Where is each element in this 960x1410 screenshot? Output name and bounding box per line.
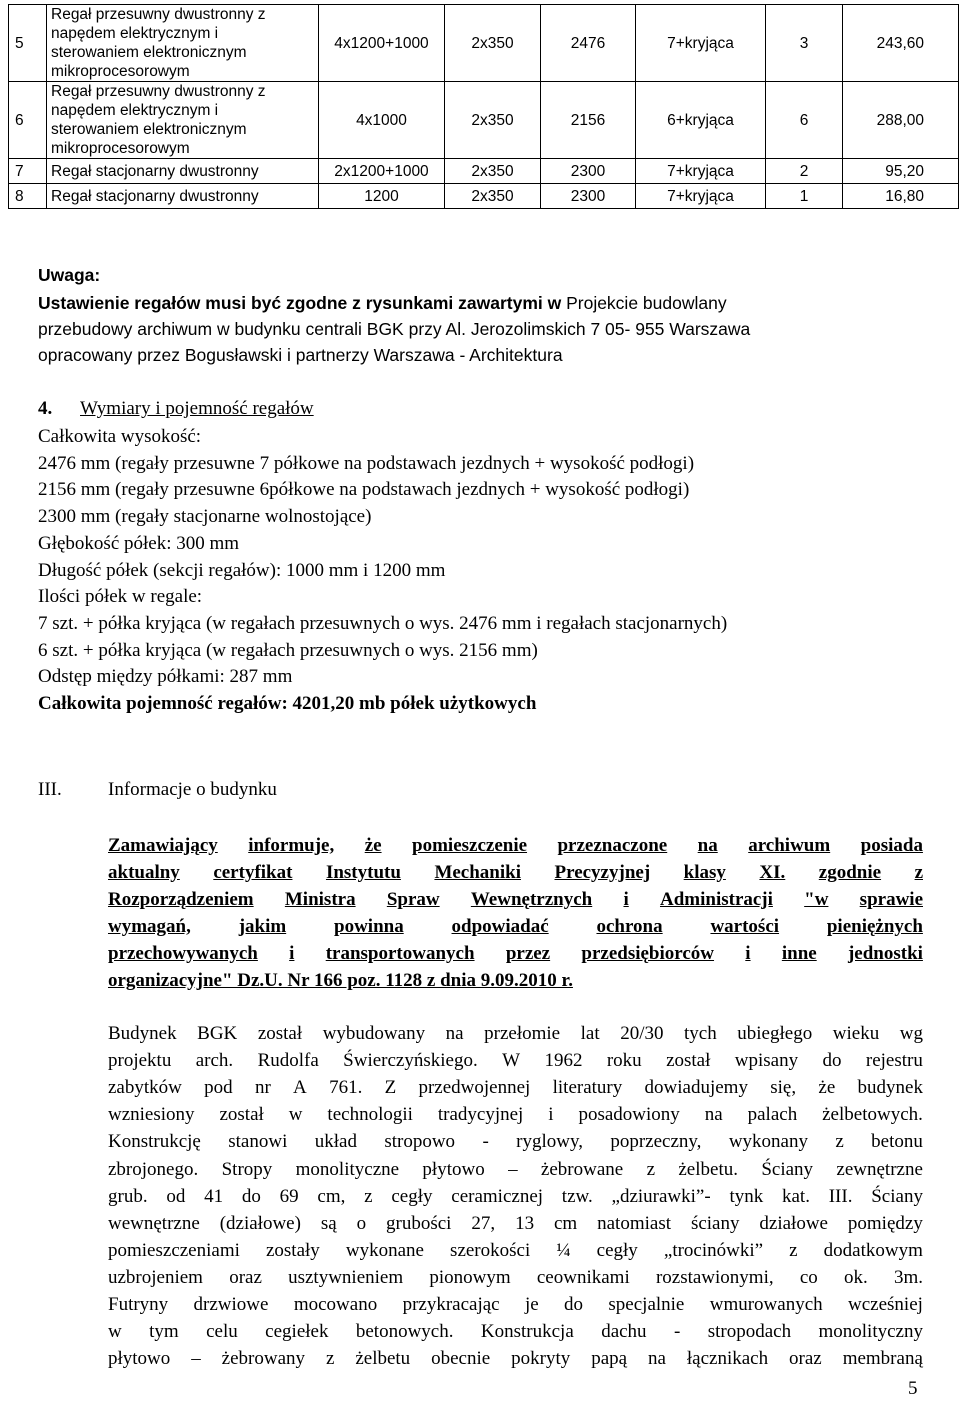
rack-name	[47, 184, 319, 209]
table-row	[9, 184, 959, 209]
section-4-title: Wymiary i pojemność regałów	[80, 398, 314, 419]
building-line	[108, 1047, 923, 1074]
note-line-3: opracowany przez Bogusławski i partnerzy Warszawa - Architektura	[38, 345, 563, 365]
spec-line: 2300 mm (regały stacjonarne wolnostojące)	[38, 506, 372, 528]
total-capacity: Całkowita pojemność regałów: 4201,20 mb półek użytkowych	[38, 693, 537, 714]
spec-line: 2476 mm (regały przesuwne 7 półkowe na podstawach jezdnych + wysokość podłogi)	[38, 452, 695, 474]
spec-line: 7 szt. + półka kryjąca (w regałach przesuwnych o wys. 2476 mm i regałach stacjonarnych)	[38, 612, 728, 634]
rack-dimensions: 4x1000	[319, 82, 445, 159]
note-line-2: przebudowy archiwum w budynku centrali BGK przy Al. Jerozolimskich 7 05- 955 Warszawa	[38, 319, 751, 339]
rack-name-line: sterowaniem elektronicznym	[51, 44, 247, 61]
rack-total: 243,60	[843, 5, 959, 82]
rack-shelves: 7+kryjąca	[636, 184, 766, 209]
rack-depth: 2x350	[445, 82, 541, 159]
rack-depth: 2x350	[445, 5, 541, 82]
notice-line	[108, 940, 923, 967]
rack-name-line: Regał stacjonarny dwustronny	[51, 162, 259, 180]
spec-line: 6 szt. + półka kryjąca (w regałach przesuwnych o wys. 2156 mm)	[38, 639, 538, 661]
building-line	[108, 1074, 923, 1101]
building-line	[108, 1210, 923, 1237]
rack-shelves: 7+kryjąca	[636, 5, 766, 82]
rack-name-line: Regał przesuwny dwustronny z	[51, 6, 266, 23]
building-line-text: grub. od 41 do 69 cm, z cegły ceramicznej tzw. „dziurawki”- tynk kat. III. Ściany	[108, 1185, 923, 1207]
spec-line: Głębokość półek: 300 mm	[38, 532, 240, 554]
notice-line-text: aktualny certyfikat Instytutu Mechaniki Precyzyjnej klasy XI. zgodnie z	[108, 862, 923, 883]
building-line-text: Futryny drzwiowe mocowano przykracając je do specjalnie wmurowanych wcześniej	[108, 1294, 923, 1315]
notice-line-text: przechowywanych i transportowanych przez przedsiębiorców i inne jednostki	[108, 943, 923, 964]
rack-quantity: 2	[766, 159, 843, 184]
rack-name	[47, 82, 319, 159]
note-heading: Uwaga:	[38, 265, 101, 285]
building-line-text: wewnętrzne (działowe) są o grubości 27, 13 cm natomiast ściany działowe pomiędzy	[108, 1212, 923, 1234]
rack-total: 288,00	[843, 82, 959, 159]
building-line-text: pomieszczeniami zostały wykonane szerokości ¼ cegły „trocinówki” z dodatkowym	[108, 1239, 923, 1261]
rack-height: 2156	[541, 82, 636, 159]
building-line-text: zabytków pod nr A 761. Z przedwojennej literatury dowiadujemy się, że budynek	[108, 1077, 923, 1099]
row-number: 7	[9, 159, 47, 184]
building-line	[108, 1345, 923, 1372]
spec-line: 2156 mm (regały przesuwne 6półkowe na podstawach jezdnych + wysokość podłogi)	[38, 479, 690, 501]
building-line	[108, 1291, 923, 1318]
building-line	[108, 1128, 923, 1155]
notice-line-text: Zamawiający informuje, że pomieszczenie przeznaczone na archiwum posiada	[108, 835, 923, 856]
spec-line: Ilości półek w regale:	[38, 586, 203, 608]
rack-dimensions: 4x1200+1000	[319, 5, 445, 82]
building-line-text: projektu arch. Rudolfa Świerczyńskiego. W 1962 roku został wpisany do rejestru	[108, 1050, 923, 1072]
building-line-text: Konstrukcję stanowi układ stropowo - ryglowy, poprzeczny, wykonany z betonu	[108, 1131, 923, 1153]
building-line	[108, 1020, 923, 1047]
rack-name-line: Regał przesuwny dwustronny z	[51, 83, 266, 100]
row-number: 5	[9, 5, 47, 82]
rack-name-line: mikroprocesorowym	[51, 63, 190, 80]
section-iii-title: Informacje o budynku	[108, 779, 277, 800]
rack-name	[47, 159, 319, 184]
table-row	[9, 159, 959, 184]
rack-total: 16,80	[843, 184, 959, 209]
notice-line-text: wymagań, jakim powinna odpowiadać ochrona wartości pieniężnych	[108, 916, 923, 937]
rack-depth: 2x350	[445, 159, 541, 184]
row-number: 6	[9, 82, 47, 159]
rack-quantity: 1	[766, 184, 843, 209]
rack-total: 95,20	[843, 159, 959, 184]
note-line-1-rest: Projekcie budowlany	[561, 293, 727, 313]
spec-line: Długość półek (sekcji regałów): 1000 mm i 1200 mm	[38, 559, 446, 581]
note-line-1	[38, 291, 727, 315]
building-line	[108, 1264, 923, 1291]
building-line-text: zbrojonego. Stropy monolityczne płytowo – żebrowane z żelbetu. Ściany zewnętrzne	[108, 1158, 923, 1180]
rack-quantity: 3	[766, 5, 843, 82]
racks-table	[8, 4, 959, 209]
rack-name-line: mikroprocesorowym	[51, 140, 190, 157]
rack-name-line: Regał stacjonarny dwustronny	[51, 187, 259, 205]
notice-line	[108, 913, 923, 940]
spec-line: Całkowita wysokość:	[38, 426, 202, 447]
section-4-number: 4.	[38, 398, 53, 419]
page-number: 5	[908, 1378, 918, 1399]
building-line-text: Budynek BGK został wybudowany na przełomie lat 20/30 tych ubiegłego wieku wg	[108, 1023, 923, 1044]
rack-name-line: sterowaniem elektronicznym	[51, 121, 247, 138]
notice-line-text: Rozporządzeniem Ministra Spraw Wewnętrznych i Administracji "w sprawie	[108, 889, 923, 910]
spec-line: Odstęp między półkami: 287 mm	[38, 666, 293, 688]
building-line-text: uzbrojeniem oraz usztywnieniem pionowym ceownikami rozstawionymi, co ok. 3m.	[108, 1266, 923, 1288]
rack-name	[47, 5, 319, 82]
rack-shelves: 6+kryjąca	[636, 82, 766, 159]
building-line-text: płytowo – żebrowany z żelbetu obecnie pokryty papą na łącznikach oraz membraną	[108, 1348, 923, 1370]
building-line	[108, 1237, 923, 1264]
rack-name-line: napędem elektrycznym i	[51, 25, 219, 42]
rack-height: 2476	[541, 5, 636, 82]
notice-line	[108, 859, 923, 886]
row-number: 8	[9, 184, 47, 209]
rack-quantity: 6	[766, 82, 843, 159]
rack-depth: 2x350	[445, 184, 541, 209]
rack-dimensions: 2x1200+1000	[319, 159, 445, 184]
rack-height: 2300	[541, 159, 636, 184]
building-line-text: wzniesiony został w technologii tradycyjnej i posadowiony na palach żelbetowych.	[108, 1104, 923, 1126]
notice-line: organizacyjne" Dz.U. Nr 166 poz. 1128 z dnia 9.09.2010 r.	[108, 970, 573, 991]
rack-dimensions: 1200	[319, 184, 445, 209]
notice-line	[108, 832, 923, 859]
rack-shelves: 7+kryjąca	[636, 159, 766, 184]
building-line	[108, 1101, 923, 1128]
table-row	[9, 82, 959, 159]
building-line	[108, 1156, 923, 1183]
table-row	[9, 5, 959, 82]
building-line-text: w tym celu cegiełek betonowych. Konstrukcja dachu - stropodach monolityczny	[108, 1321, 923, 1343]
rack-height: 2300	[541, 184, 636, 209]
building-line	[108, 1318, 923, 1345]
section-iii-number: III.	[38, 779, 62, 800]
rack-name-line: napędem elektrycznym i	[51, 102, 219, 119]
building-line	[108, 1183, 923, 1210]
note-bold-text: Ustawienie regałów musi być zgodne z rysunkami zawartymi w	[38, 293, 562, 313]
notice-line	[108, 886, 923, 913]
